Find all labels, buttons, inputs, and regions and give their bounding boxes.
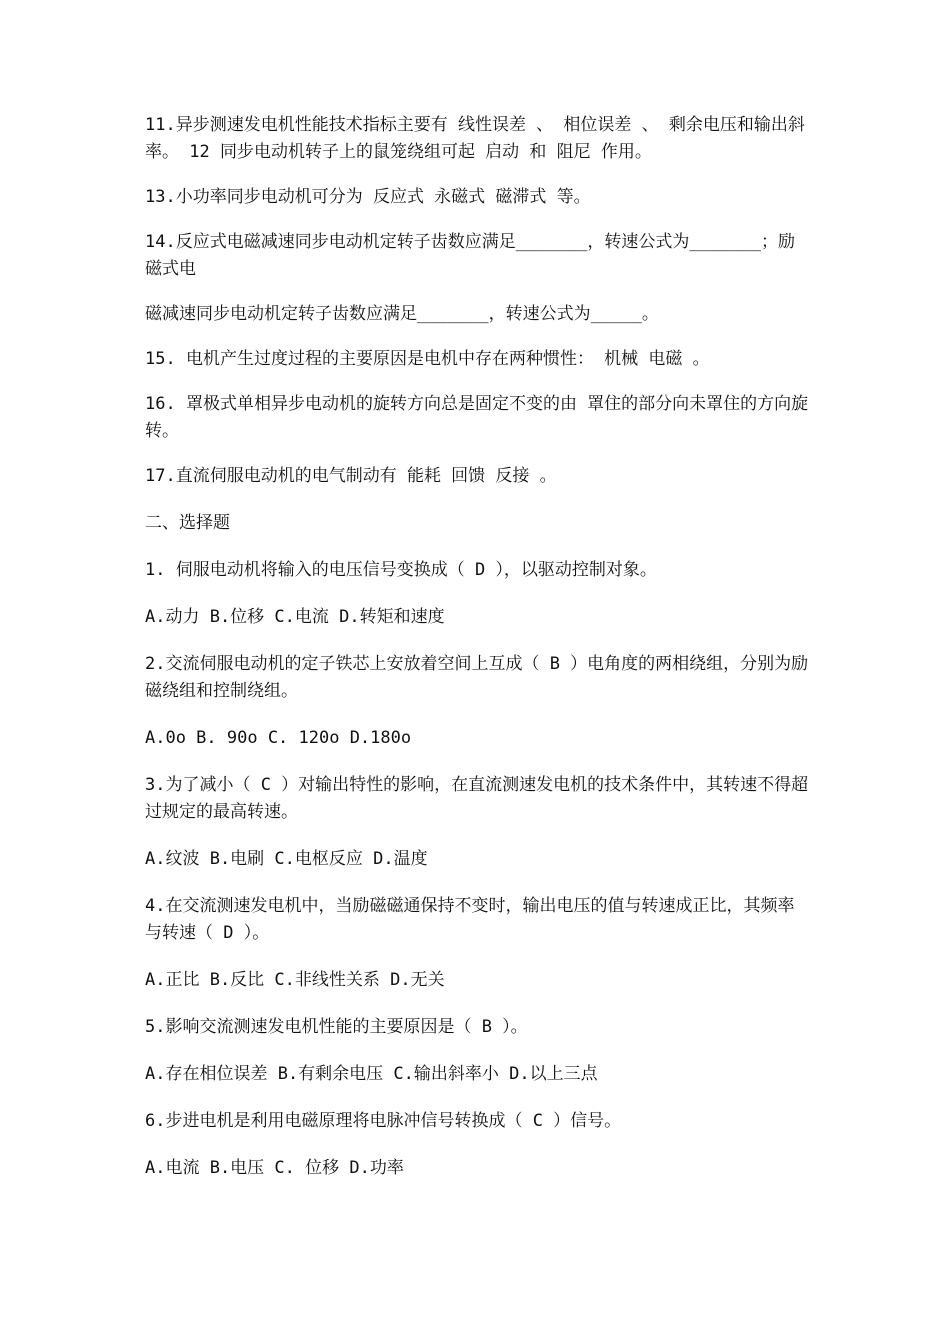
choice-question-6: 6.步进电机是利用电磁原理将电脉冲信号转换成（ C ）信号。: [145, 1111, 622, 1131]
choice-question-2: 2.交流伺服电动机的定子铁芯上安放着空间上互成（ B ）电角度的两相绕组，分别为励磁绕组和控制绕组。: [145, 654, 809, 701]
choice-options-1: A.动力 B.位移 C.电流 D.转矩和速度: [145, 607, 445, 627]
fill-blank-item-13: 13.小功率同步电动机可分为 反应式 永磁式 磁滞式 等。: [145, 187, 591, 207]
choice-question-1: 1. 伺服电动机将输入的电压信号变换成（ D ），以驱动控制对象。: [145, 560, 657, 580]
choice-options-5: A.存在相位误差 B.有剩余电压 C.输出斜率小 D.以上三点: [145, 1064, 598, 1084]
fill-blank-item-14-part2: 磁减速同步电动机定转子齿数应满足_______，转速公式为_____。: [145, 304, 659, 324]
fill-blank-item-16: 16. 罩极式单相异步电动机的旋转方向总是固定不变的由 罩住的部分向未罩住的方向旋转。: [145, 394, 809, 441]
document-page: [145, 112, 810, 1182]
choice-question-4: 4.在交流测速发电机中，当励磁磁通保持不变时，输出电压的值与转速成正比，其频率与转速（ D ）。: [145, 896, 795, 943]
fill-blank-item-17: 17.直流伺服电动机的电气制动有 能耗 回馈 反接 。: [145, 466, 557, 486]
choice-options-4: A.正比 B.反比 C.非线性关系 D.无关: [145, 970, 445, 990]
fill-blank-item-15: 15. 电机产生过度过程的主要原因是电机中存在两种惯性： 机械 电磁 。: [145, 349, 710, 369]
choice-options-6: A.电流 B.电压 C. 位移 D.功率: [145, 1158, 404, 1178]
choice-options-2: A.0o B. 90o C. 120o D.180o: [145, 728, 412, 748]
fill-blank-item-14-part1: 14.反应式电磁减速同步电动机定转子齿数应满足_______，转速公式为_______；励磁式电: [145, 232, 795, 279]
choice-options-3: A.纹波 B.电刷 C.电枢反应 D.温度: [145, 849, 428, 869]
fill-blank-item-11: 11.异步测速发电机性能技术指标主要有 线性误差 、 相位误差 、 剩余电压和输出斜率。 12 同步电动机转子上的鼠笼绕组可起 启动 和 阻尼 作用。: [145, 115, 805, 162]
section-heading-choice: 二、选择题: [145, 513, 230, 533]
choice-question-3: 3.为了减小（ C ）对输出特性的影响，在直流测速发电机的技术条件中，其转速不得超过规定的最高转速。: [145, 775, 809, 822]
choice-question-5: 5.影响交流测速发电机性能的主要原因是（ B ）。: [145, 1017, 528, 1037]
